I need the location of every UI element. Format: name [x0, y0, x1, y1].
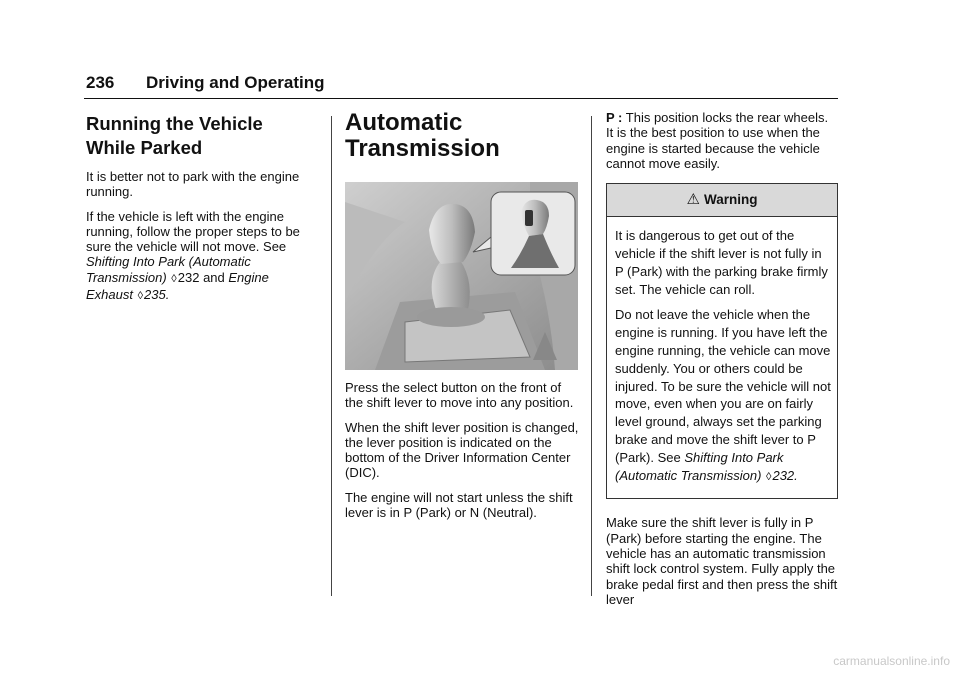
column-divider [331, 116, 332, 596]
page-reference-icon: ◊ [171, 272, 177, 285]
paragraph-text: If the vehicle is left with the engine running, follow the proper steps to be sure the vehicle will not move. See [86, 208, 300, 255]
warning-paragraph: It is dangerous to get out of the vehicle if the shift lever is not fully in P (Park) with the parking brake firmly set. The vehicle can roll. [615, 228, 828, 297]
cross-reference-link[interactable]: Shifting Into Park (Automatic Transmission) [615, 449, 784, 483]
paragraph: When the shift lever position is changed, the lever position is indicated on the bottom of the Driver Information Center (DIC). [345, 419, 579, 481]
paragraph: Make sure the shift lever is fully in P (Park) before starting the engine. The vehicle has an automatic transmission shift lock control system. Fully apply the brake pedal first and then press the shift lever [606, 515, 838, 607]
warning-paragraph [615, 306, 831, 486]
warning-box [606, 183, 838, 499]
page-reference-icon: ◊ [766, 470, 772, 483]
paragraph [86, 209, 312, 305]
shift-lever-illustration [345, 182, 578, 370]
cross-reference-link[interactable]: Engine Exhaust [86, 269, 269, 303]
warning-header [607, 184, 837, 217]
section-title: Driving and Operating [146, 73, 325, 92]
warning-triangle-icon: ⚠ [686, 191, 700, 209]
heading-running-vehicle: Running the Vehicle While Parked [86, 113, 263, 158]
column-divider [591, 116, 592, 596]
paragraph: Press the select button on the front of the shift lever to move into any position. [345, 380, 574, 411]
paragraph: It is better not to park with the engine running. [86, 169, 300, 200]
gear-label-park: P : [606, 110, 623, 125]
column-2 [345, 110, 581, 529]
paragraph: The engine will not start unless the shift lever is in P (Park) or N (Neutral). [345, 489, 573, 521]
header-rule [84, 98, 838, 99]
paragraph [606, 110, 838, 171]
page-reference: 235. [144, 287, 170, 303]
paragraph-text: This position locks the rear wheels. It is the best position to use when the engine is started because the vehicle cannot move easily. [606, 110, 829, 171]
page-reference: 232 [177, 269, 200, 285]
column-3 [606, 110, 838, 616]
paragraph-text: and [203, 269, 225, 285]
page-number: 236 [86, 73, 115, 92]
page-reference: 232. [772, 467, 798, 483]
watermark: carmanualsonline.info [833, 654, 950, 668]
page-reference-icon: ◊ [137, 290, 144, 303]
column-1 [86, 110, 312, 313]
heading-automatic-transmission: Automatic Transmission [345, 109, 500, 162]
paragraph-text: Do not leave the vehicle when the engine is running. If you have left the engine running, the vehicle can move suddenly. You or others could be injured. To be sure the vehicle will not move, even when you are on fairly level ground, always set the parking brake and move the shift lever to P (Park). See [615, 307, 831, 465]
warning-title: Warning [703, 192, 758, 208]
page-header [84, 73, 838, 99]
cross-reference-link[interactable]: Shifting Into Park (Automatic Transmission) [86, 254, 251, 285]
warning-body [607, 217, 837, 498]
